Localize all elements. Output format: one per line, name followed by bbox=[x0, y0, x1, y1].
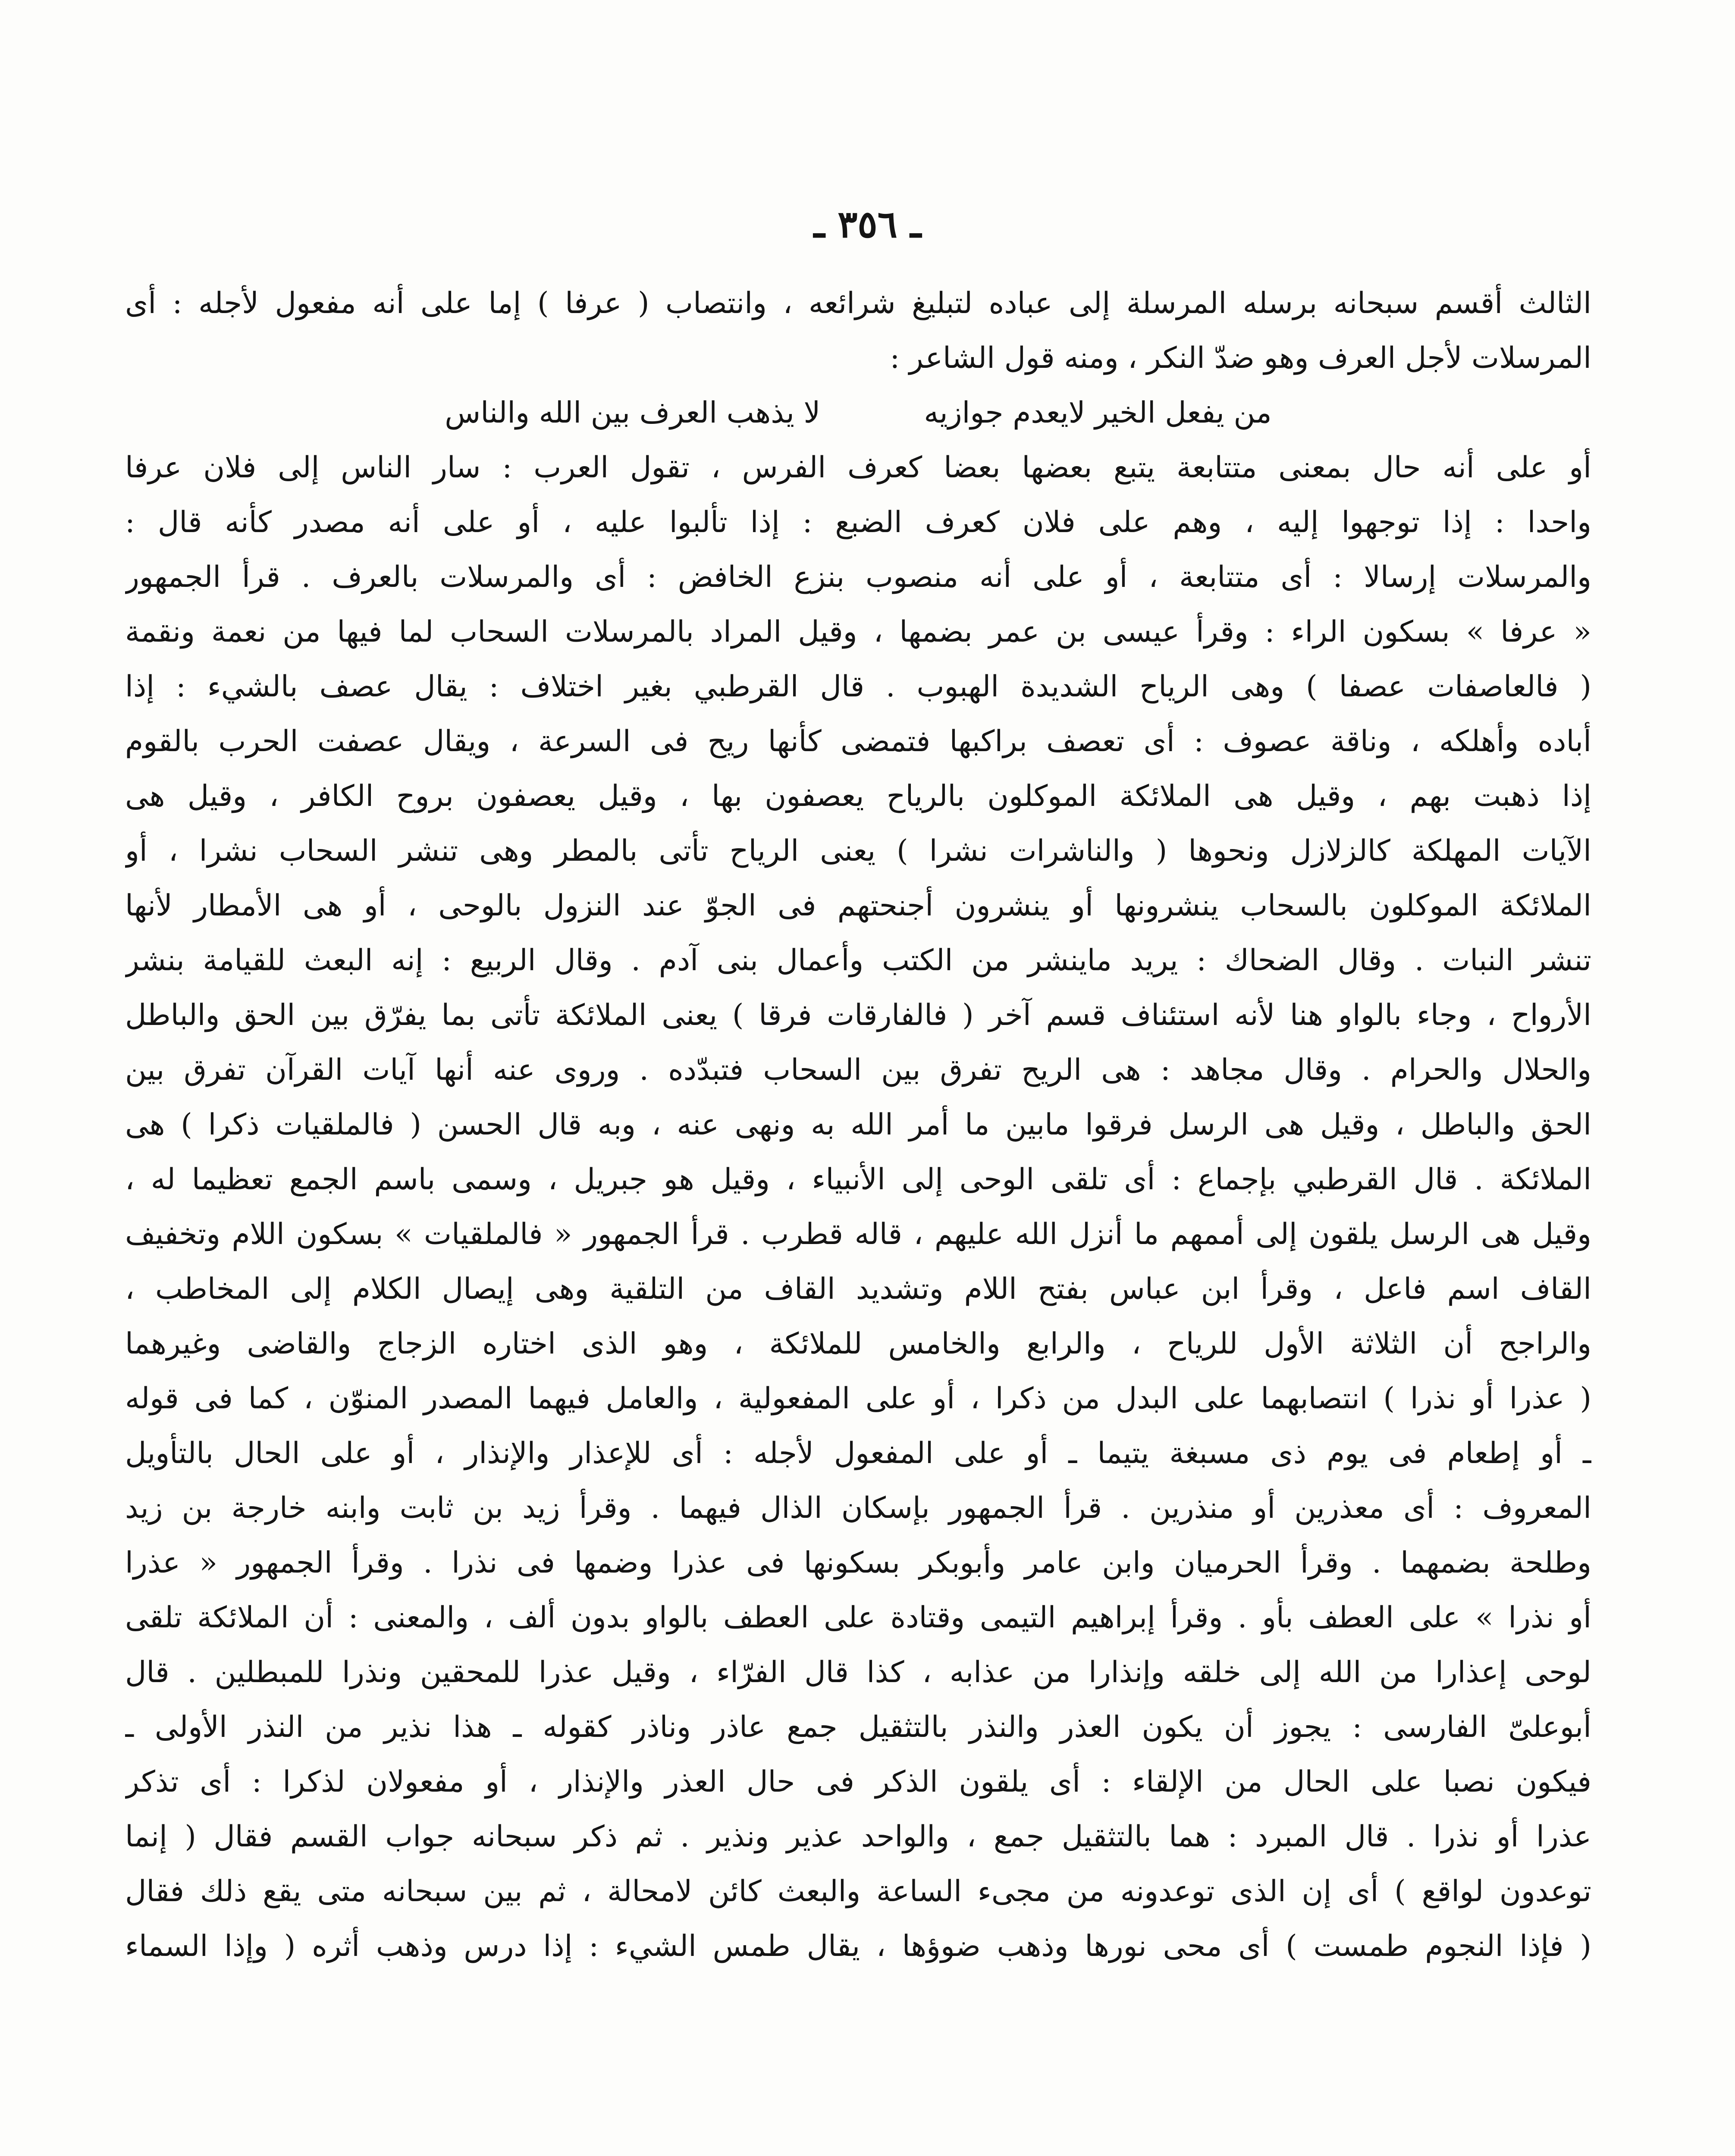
text-line: أو على أنه حال بمعنى متتابعة يتبع بعضها بعضا كعرف الفرس ، تقول العرب : سار الناس إلى فلان عرفا bbox=[125, 451, 1591, 485]
text-line: الآيات المهلكة كالزلازل ونحوها ( والناشرات نشرا ) يعنى الرياح تأتى بالمطر وهى تنشر السحاب نشرا ، أو bbox=[125, 834, 1591, 868]
text-line: ( فالعاصفات عصفا ) وهى الرياح الشديدة الهبوب . قال القرطبي بغير اختلاف : يقال عصف بالشيء : إذا bbox=[125, 670, 1591, 704]
text-line: الحق والباطل ، وقيل هى الرسل فرقوا مابين ما أمر الله به ونهى عنه ، وبه قال الحسن ( فالملقيات ذكرا ) هى bbox=[125, 1108, 1591, 1142]
text-line: عذرا أو نذرا . قال المبرد : هما بالتثقيل جمع ، والواحد عذير ونذير . ثم ذكر سبحانه جواب القسم فقال ( إنما bbox=[125, 1820, 1591, 1854]
text-line: توعدون لواقع ) أى إن الذى توعدونه من مجىء الساعة والبعث كائن لامحالة ، ثم بين سبحانه متى يقع ذلك فقال bbox=[125, 1874, 1591, 1908]
text-line: والمرسلات إرسالا : أى متتابعة ، أو على أنه منصوب بنزع الخافض : أى والمرسلات بالعرف . قرأ الجمهور bbox=[125, 560, 1591, 594]
text-line: المعروف : أى معذرين أو منذرين . قرأ الجمهور بإسكان الذال فيهما . وقرأ زيد بن ثابت وابنه خارجة بن زيد bbox=[125, 1491, 1591, 1525]
text-line: والراجح أن الثلاثة الأول للرياح ، والرابع والخامس للملائكة ، وهو الذى اختاره الزجاج والقاضى وغيرهما bbox=[125, 1327, 1591, 1361]
verse-first-hemistich: من يفعل الخير لايعدم جوازيه bbox=[924, 396, 1272, 430]
text-line: المرسلات لأجل العرف وهو ضدّ النكر ، ومنه قول الشاعر : bbox=[890, 341, 1591, 375]
body-text bbox=[125, 276, 1591, 1974]
text-line: ( عذرا أو نذرا ) انتصابهما على البدل من ذكرا ، أو على المفعولية ، والعامل فيهما المصدر المنوّن ، كما فى قوله bbox=[125, 1382, 1591, 1416]
text-line: ( فإذا النجوم طمست ) أى محى نورها وذهب ضوؤها ، يقال طمس الشيء : إذا درس وذهب أثره ( وإذا السماء bbox=[125, 1929, 1591, 1963]
text-line: لوحى إعذارا من الله إلى خلقه وإنذارا من عذابه ، كذا قال الفرّاء ، وقيل عذرا للمحقين ونذرا للمبطلين . قال bbox=[125, 1655, 1591, 1689]
text-line: تنشر النبات . وقال الضحاك : يريد ماينشر من الكتب وأعمال بنى آدم . وقال الربيع : إنه البعث للقيامة بنشر bbox=[125, 943, 1591, 978]
text-line: الملائكة الموكلون بالسحاب ينشرونها أو ينشرون أجنحتهم فى الجوّ عند النزول بالوحى ، أو هى الأمطار لأنها bbox=[125, 889, 1591, 923]
page-number: ـ ٣٥٦ ـ bbox=[814, 203, 921, 246]
text-line: الملائكة . قال القرطبي بإجماع : أى تلقى الوحى إلى الأنبياء ، وقيل هو جبريل ، وسمى باسم الجمع تعظيما له ، bbox=[125, 1163, 1591, 1197]
text-line: وطلحة بضمهما . وقرأ الحرميان وابن عامر وأبوبكر بسكونها فى عذرا وضمها فى نذرا . وقرأ الجمهور « عذرا bbox=[125, 1546, 1591, 1580]
text-line: الثالث أقسم سبحانه برسله المرسلة إلى عباده لتبليغ شرائعه ، وانتصاب ( عرفا ) إما على أنه مفعول لأجله : أى bbox=[125, 286, 1591, 320]
poetry-verse bbox=[125, 385, 1591, 440]
verse-second-hemistich: لا يذهب العرف بين الله والناس bbox=[445, 396, 821, 430]
text-line: « عرفا » بسكون الراء : وقرأ عيسى بن عمر بضمها ، وقيل المراد بالمرسلات السحاب لما فيها من نعمة ونقمة bbox=[125, 615, 1591, 649]
text-line: أبوعلىّ الفارسى : يجوز أن يكون العذر والنذر بالتثقيل جمع عاذر وناذر كقوله ـ هذا نذير من النذر الأولى ـ bbox=[125, 1710, 1591, 1744]
text-line: ـ أو إطعام فى يوم ذى مسبغة يتيما ـ أو على المفعول لأجله : أى للإعذار والإنذار ، أو على الحال بالتأويل bbox=[125, 1436, 1591, 1470]
text-line: أو نذرا » على العطف بأو . وقرأ إبراهيم التيمى وقتادة على العطف بالواو بدون ألف ، والمعنى : أن الملائكة تلقى bbox=[125, 1601, 1591, 1635]
text-line: الأرواح ، وجاء بالواو هنا لأنه استئناف قسم آخر ( فالفارقات فرقا ) يعنى الملائكة تأتى بما يفرّق بين الحق والباطل bbox=[125, 998, 1591, 1032]
text-line: القاف اسم فاعل ، وقرأ ابن عباس بفتح اللام وتشديد القاف من التلقية وهى إيصال الكلام إلى المخاطب ، bbox=[125, 1272, 1591, 1306]
text-line: والحلال والحرام . وقال مجاهد : هى الريح تفرق بين السحاب فتبدّده . وروى عنه أنها آيات القرآن تفرق بين bbox=[125, 1053, 1591, 1087]
text-line: إذا ذهبت بهم ، وقيل هى الملائكة الموكلون بالرياح يعصفون بها ، وقيل يعصفون بروح الكافر ، وقيل هى bbox=[125, 779, 1591, 813]
text-line: فيكون نصبا على الحال من الإلقاء : أى يلقون الذكر فى حال العذر والإنذار ، أو مفعولان لذكرا : أى تذكر bbox=[125, 1765, 1591, 1799]
text-line: واحدا : إذا توجهوا إليه ، وهم على فلان كعرف الضبع : إذا تألبوا عليه ، أو على أنه مصدر كأنه قال : bbox=[125, 505, 1591, 539]
text-line: وقيل هى الرسل يلقون إلى أممهم ما أنزل الله عليهم ، قاله قطرب . قرأ الجمهور « فالملقيات » بسكون اللام وتخفيف bbox=[125, 1217, 1591, 1251]
text-line: أباده وأهلكه ، وناقة عصوف : أى تعصف براكبها فتمضى كأنها ريح فى السرعة ، ويقال عصفت الحرب بالقوم bbox=[125, 724, 1591, 758]
